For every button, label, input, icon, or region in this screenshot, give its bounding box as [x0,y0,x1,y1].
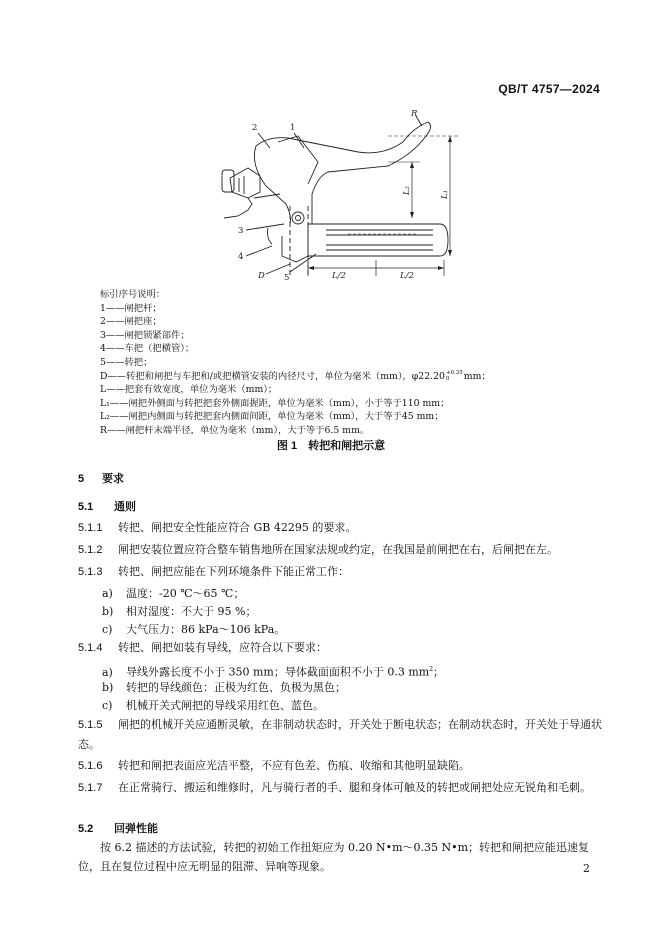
legend-item: 1——闸把杆； [100,302,162,314]
subsection-heading: 5.2 回弹性能 [78,823,158,835]
dim-l-half-left: L/2 [332,271,346,281]
callout-5: 5 [284,273,290,283]
legend-d-text: D——转把和闸把与车把和/或把横管安装的内径尺寸，单位为毫米（mm），φ22.20 [100,370,445,382]
clause-5-1-7: 5.1.7 在正常骑行、搬运和维修时，凡与骑行者的手、腿和身体可触及的转把或闸把处应无锐角和毛刺。 [78,781,591,794]
dim-l1: L₁ [440,189,450,199]
d-unit: mm； [463,370,491,382]
legend-title: 标引序号说明： [100,289,166,300]
subsection-heading: 5.1 通则 [78,501,136,513]
list-item: b) 相对湿度：不大于 95 %； [102,605,257,618]
callout-d: D [258,271,265,281]
legend-item: L₁——闸把外侧面与转把把套外侧面握距，单位为毫米（mm），小于等于110 mm； [100,397,450,409]
standard-code: QB/T 4757—2024 [498,82,600,96]
legend-item: L₂——闸把内侧面与转把把套内侧面间距，单位为毫米（mm），大于等于45 mm； [100,411,444,423]
clause-5-1-1: 5.1.1 转把、闸把安全性能应符合 GB 42295 的要求。 [78,521,357,534]
clause-5-1-4: 5.1.4 转把、闸把如装有导线，应符合以下要求： [78,641,327,654]
callout-4: 4 [238,252,244,262]
list-item: b) 转把的导线颜色：正极为红色、负极为黑色； [102,681,346,694]
figure-legend [100,288,570,438]
d-tolerance-lower: 0 [445,376,450,383]
throttle-brake-lever-drawing [208,106,478,286]
clause-5-1-3: 5.1.3 转把、闸把应能在下列环境条件下能正常工作： [78,565,349,578]
list-item: c) 机械开关式闸把的导线采用红色、蓝色。 [102,699,324,712]
list-item: a) 导线外露长度不小于 350 mm；导体截面面积不小于 0.3 $mm^2$； [102,665,445,679]
callout-2: 2 [252,123,258,133]
d-tolerance-upper: +0.35 [445,370,463,377]
figure-caption: 图 1 转把和闸把示意 [276,440,386,452]
callout-1: 1 [290,123,296,133]
clause-5-2-text: 按 6.2 描述的方法试验，转把的初始工作扭矩应为 0.20 N•m～0.35 N•m；转把和闸把应能迅速复位，且在复位过程中应无明显的阻滞、异响等现象。 [78,841,590,873]
page-number: 2 [583,862,590,875]
list-item: a) 温度：-20 ℃～65 ℃； [102,587,245,600]
callout-r: R [411,109,418,119]
legend-item: L——把套有效宽度，单位为毫米（mm）； [100,384,278,396]
callout-3: 3 [238,226,244,236]
dim-l-half-right: L/2 [400,271,414,281]
list-item: c) 大气压力：86 kPa～106 kPa。 [102,623,286,636]
legend-item: R——闸把杆末端半径，单位为毫米（mm），大于等于6.5 mm。 [100,424,370,436]
dim-l2: L₂ [402,185,412,195]
clause-5-1-6: 5.1.6 转把和闸把表面应光洁平整，不应有色差、伤痕、收缩和其他明显缺陷。 [78,759,470,772]
section-heading: 5 要求 [78,473,124,485]
legend-item-d [100,370,570,384]
legend-item: 2——闸把座； [100,316,162,328]
legend-item: 5——转把； [100,356,153,368]
clause-5-1-2: 5.1.2 闸把安装位置应符合整车销售地所在国家法规或约定，在我国是前闸把在右，后闸把在左。 [78,543,558,556]
legend-item: 3——闸把锁紧部件； [100,329,190,341]
clause-5-1-5: 5.1.5 闸把的机械开关应通断灵敏，在非制动状态时，开关处于断电状态；在制动状态时，开关处于导通状态。 [78,718,602,751]
legend-item: 4——车把（把横管）； [100,343,195,355]
